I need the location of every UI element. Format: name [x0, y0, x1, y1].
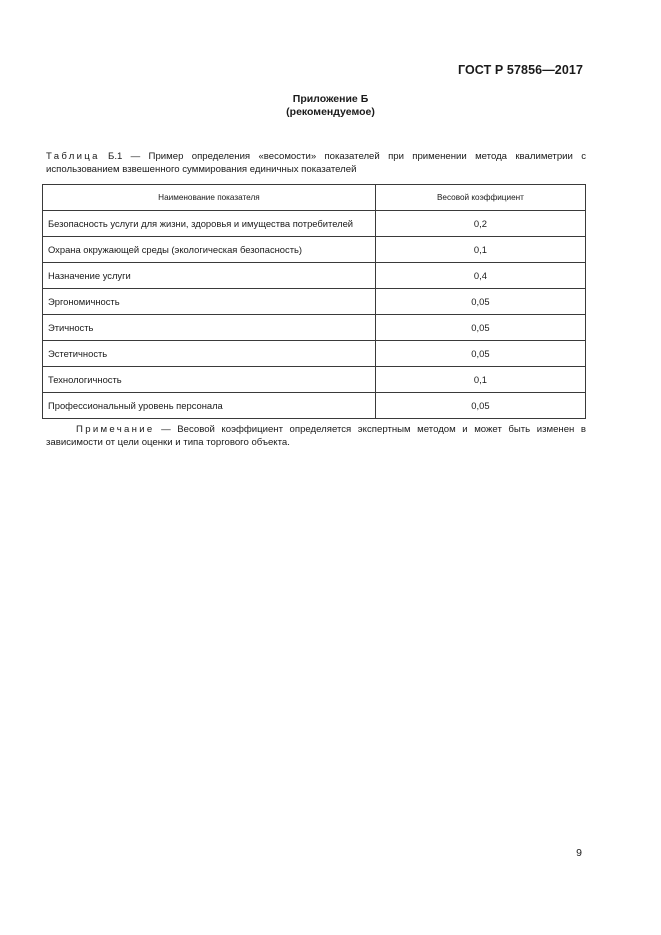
note-label: Примечание	[76, 424, 155, 435]
table-row	[43, 315, 586, 341]
table-row	[43, 211, 586, 237]
indicator-weight: 0,1	[375, 237, 585, 263]
indicator-weight: 0,1	[375, 367, 585, 393]
table-row	[43, 367, 586, 393]
appendix-subtitle: (рекомендуемое)	[286, 106, 375, 118]
table-row	[43, 341, 586, 367]
table-note	[46, 423, 586, 449]
appendix-heading	[0, 93, 661, 119]
indicator-weight: 0,05	[375, 393, 585, 419]
indicator-name: Этичность	[43, 315, 376, 341]
table-header-row	[43, 185, 586, 211]
note-text: — Весовой коэффициент определяется экспертным методом и может быть изменен в зависимости от цели оценки и типа торгового объекта.	[46, 424, 586, 448]
indicator-weight: 0,05	[375, 289, 585, 315]
indicator-name: Эстетичность	[43, 341, 376, 367]
page-number: 9	[576, 847, 582, 859]
indicators-table	[42, 184, 586, 419]
indicator-name: Охрана окружающей среды (экологическая безопасность)	[43, 237, 376, 263]
indicator-name: Безопасность услуги для жизни, здоровья и имущества потребителей	[43, 211, 376, 237]
appendix-title: Приложение Б	[292, 93, 369, 105]
table-row	[43, 289, 586, 315]
table-row	[43, 237, 586, 263]
indicator-name: Технологичность	[43, 367, 376, 393]
column-header-weight: Весовой коэффициент	[375, 185, 585, 211]
indicator-name: Профессиональный уровень персонала	[43, 393, 376, 419]
table-caption-label: Таблица	[46, 151, 100, 162]
column-header-name: Наименование показателя	[43, 185, 376, 211]
indicator-weight: 0,4	[375, 263, 585, 289]
table-row	[43, 263, 586, 289]
table-caption	[46, 150, 586, 176]
table-row	[43, 393, 586, 419]
table-caption-text: Б.1 — Пример определения «весомости» показателей при применении метода квалиметрии с использованием взвешенного суммирования единичных показателей	[46, 151, 586, 175]
indicator-weight: 0,05	[375, 341, 585, 367]
indicator-name: Эргономичность	[43, 289, 376, 315]
document-code: ГОСТ Р 57856—2017	[457, 63, 583, 77]
indicator-name: Назначение услуги	[43, 263, 376, 289]
indicator-weight: 0,05	[375, 315, 585, 341]
indicator-weight: 0,2	[375, 211, 585, 237]
